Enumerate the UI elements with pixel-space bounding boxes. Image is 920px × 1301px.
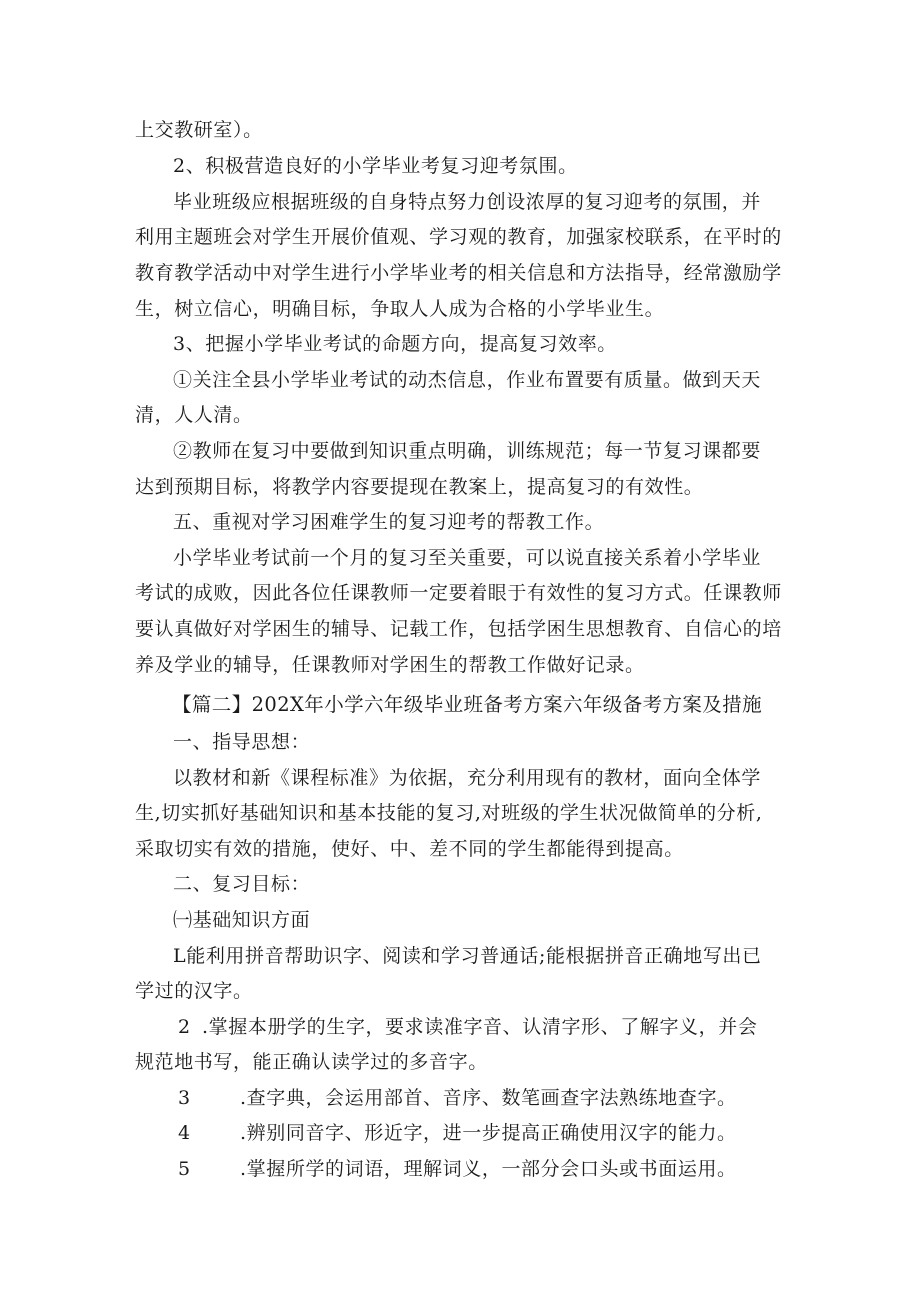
paragraph-line: 小学毕业考试前一个月的复习至关重要，可以说直接关系着小学毕业	[173, 547, 762, 569]
goal-heading: 二、复习目标：	[173, 873, 311, 895]
item-2-heading: 2、积极营造良好的小学毕业考复习迎考氛围。	[173, 155, 578, 177]
paragraph-line: 采取切实有效的措施，使好、中、差不同的学生都能得到提高。	[135, 838, 684, 860]
paragraph-line: 养及学业的辅导，任课教师对学困生的帮教工作做好记录。	[135, 654, 645, 676]
goal-item-4: .辨别同音字、形近字，进一步提高正确使用汉字的能力。	[240, 1122, 737, 1144]
paragraph-line: 利用主题班会对学生开展价值观、学习观的教育，加强家校联系，在平时的	[135, 226, 782, 248]
item-5-heading: 五、重视对学习困难学生的复习迎考的帮教工作。	[173, 511, 605, 533]
paragraph-line: 清，人人清。	[135, 404, 253, 426]
goal-item-2-number: 2	[178, 1016, 191, 1038]
goal-item-3: .查字典，会运用部首、音序、数笔画查字法熟练地查字。	[240, 1087, 737, 1109]
paragraph-line: 以教材和新《课程标准》为依据，充分利用现有的教材，面向全体学	[173, 767, 762, 789]
paragraph-line: ①关注全县小学毕业考试的动杰信息，作业布置要有质量。做到天天	[173, 369, 762, 391]
goal-item-2: .掌握本册学的生字，要求读准字音、认清字形、了解字义，并会	[202, 1016, 758, 1038]
goal-item-4-number: 4	[178, 1122, 191, 1144]
paragraph-line: 规范地书写，能正确认读学过的多音字。	[135, 1051, 488, 1073]
basic-knowledge-heading: ㈠基础知识方面	[173, 909, 311, 931]
paragraph-line: 要认真做好对学困生的辅导、记载工作，包括学困生思想教育、自信心的培	[135, 618, 782, 640]
item-3-heading: 3、把握小学毕业考试的命题方向，提高复习效率。	[173, 333, 617, 355]
goal-item-3-number: 3	[178, 1087, 191, 1109]
section-title: 【篇二】202X年小学六年级毕业班备考方案六年级备考方案及措施	[172, 693, 763, 716]
paragraph-line: 生,切实抓好基础知识和基本技能的复习,对班级的学生状况做简单的分析,	[135, 802, 763, 824]
goal-item-5: .掌握所学的词语，理解词义，一部分会口头或书面运用。	[240, 1158, 737, 1180]
paragraph-line: ②教师在复习中要做到知识重点明确，训练规范；每一节复习课都要	[173, 440, 762, 462]
paragraph-line: 考试的成败，因此各位任课教师一定要着眼于有效性的复习方式。任课教师	[135, 582, 782, 604]
guide-heading: 一、指导思想：	[173, 731, 311, 753]
paragraph-line: 生，树立信心，明确目标，争取人人成为合格的小学毕业生。	[135, 298, 665, 320]
paragraph-line: 达到预期目标，将教学内容要提现在教案上，提高复习的有效性。	[135, 476, 704, 498]
paragraph-line: 毕业班级应根据班级的自身特点努力创设浓厚的复习迎考的氛围，并	[173, 191, 762, 213]
goal-item-1: L能利用拼音帮助识字、阅读和学习普通话;能根据拼音正确地写出已	[173, 945, 762, 967]
paragraph-line: 教育教学活动中对学生进行小学毕业考的相关信息和方法指导，经常激励学	[135, 262, 782, 284]
paragraph-line: 学过的汉字。	[135, 980, 253, 1002]
goal-item-5-number: 5	[178, 1158, 191, 1180]
paragraph-line: 上交教研室）。	[135, 119, 263, 141]
